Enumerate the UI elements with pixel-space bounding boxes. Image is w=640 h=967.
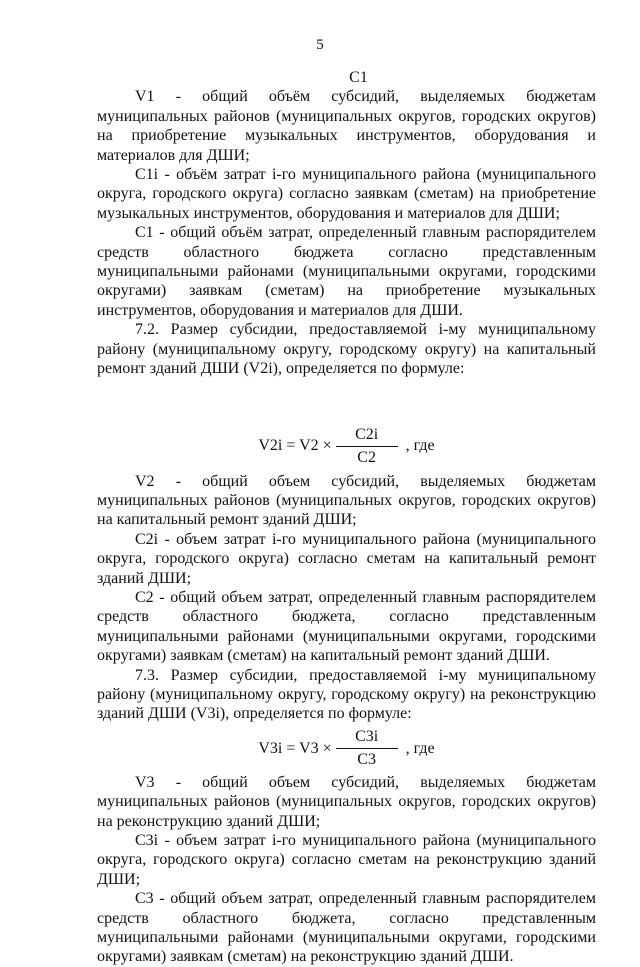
formula-v3i-denominator: C3 (357, 750, 376, 768)
formula-v2i-fraction (336, 424, 398, 469)
formula-v2i (97, 424, 596, 469)
page-number: 5 (316, 37, 324, 53)
formula-v2i-numerator: C2i (355, 425, 379, 443)
formula-v3i-tail: , где (405, 739, 435, 757)
definition-v3: V3 - общий объем субсидий, выделяемых бюджетам муниципальных районов (муниципальных округов, городских округов) на реконструкцию зданий ДШИ; (97, 773, 596, 830)
formula-v3i-numerator: C3i (355, 727, 379, 745)
formula-v3i-fraction (336, 726, 398, 771)
clause-7-3: 7.3. Размер субсидии, предоставляемой i-му муниципальному району (муниципальному округу, городскому округу) на реконструкцию зданий ДШИ (V3i), определяется по формуле: (97, 666, 596, 723)
definition-c2i: C2i - объем затрат i-го муниципального района (муниципального округа, городского округа) согласно сметам на капитальный ремонт зданий ДШИ; (97, 530, 596, 587)
formula-v3i-lhs: V3i = V3 × (258, 739, 332, 757)
formula-continuation-c1: C1 (349, 69, 368, 86)
definition-v2: V2 - общий объем субсидий, выделяемых бюджетам муниципальных районов (муниципальных округов, городских округов) на капитальный ремонт зданий ДШИ; (97, 472, 596, 529)
definition-v1: V1 - общий объём субсидий, выделяемых бюджетам муниципальных районов (муниципальных округов, городских округов) на приобретение музыкальных инструментов, оборудования и материалов для ДШИ; (97, 88, 596, 164)
definition-c3: C3 - общий объем затрат, определенный главным распорядителем средств областного бюджета, согласно представленным муниципальными районами (муниципальными округами, городскими округами) заявкам (сметам) на реконструкцию зданий ДШИ. (97, 890, 596, 966)
clause-7-2: 7.2. Размер субсидии, предоставляемой i-му муниципальному району (муниципальному округу, городскому округу) на капитальный ремонт зданий ДШИ (V2i), определяется по формуле: (97, 321, 596, 378)
definition-c1: C1 - общий объём затрат, определенный главным распорядителем средств областного бюджета согласно представленным муниципальными районами (муниципальными округами, городскими округами) заявкам (сметам) на приобретение музыкальных инструментов, оборудования и материалов для ДШИ. (97, 224, 596, 319)
formula-v3i (97, 726, 596, 771)
document-body (97, 68, 596, 967)
definition-c3i: C3i - объем затрат i-го муниципального района (муниципального округа, городского округа) согласно сметам на реконструкцию зданий ДШИ; (97, 832, 596, 888)
formula-v2i-tail: , где (405, 437, 435, 455)
formula-v2i-denominator: C2 (357, 448, 376, 466)
formula-v2i-lhs: V2i = V2 × (258, 437, 332, 455)
definition-c2: C2 - общий объем затрат, определенный главным распорядителем средств областного бюджета, согласно представленным муниципальными районами (муниципальными округами, городскими округами) заявкам (сметам) на капитальный ремонт зданий ДШИ. (97, 588, 596, 665)
definition-c1i: C1i - объём затрат i-го муниципального района (муниципального округа, городского округа) согласно заявкам (сметам) на приобретение музыкальных инструментов, оборудования и материалов для ДШИ; (97, 166, 596, 222)
